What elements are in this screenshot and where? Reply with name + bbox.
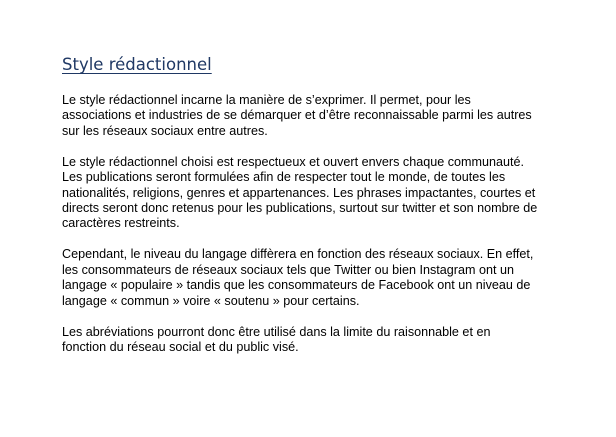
text-line: langage « commun » voire « soutenu » pour certains. [62, 293, 360, 308]
paragraph-abbreviations [62, 325, 562, 356]
text-line: Cependant, le niveau du langage diffèrera en fonction des réseaux sociaux. En effet, [62, 247, 534, 262]
body-text [62, 93, 562, 371]
text-line: langage « populaire » tandis que les consommateurs de Facebook ont un niveau de [62, 278, 531, 293]
text-line: associations et industries de se démarquer et d’être reconnaissable parmi les autres [62, 108, 532, 123]
text-line: fonction du réseau social et du public visé. [62, 340, 299, 355]
text-line: caractères restreints. [62, 216, 180, 231]
text-line: Les publications seront formulées afin de respecter tout le monde, de toutes les [62, 170, 506, 185]
text-line: nationalités, religions, genres et appartenances. Les phrases impactantes, courtes et [62, 185, 536, 200]
paragraph-language-level [62, 247, 562, 309]
text-line: directs seront donc retenus pour les publications, surtout sur twitter et son nombre de [62, 201, 538, 216]
section-heading: Style rédactionnel [62, 55, 212, 74]
text-line: les consommateurs de réseaux sociaux tels que Twitter ou bien Instagram ont un [62, 262, 514, 277]
paragraph-intro [62, 93, 562, 139]
text-line: Les abréviations pourront donc être utilisé dans la limite du raisonnable et en [62, 324, 491, 339]
text-line: Le style rédactionnel choisi est respectueux et ouvert envers chaque communauté. [62, 154, 525, 169]
text-line: sur les réseaux sociaux entre autres. [62, 123, 268, 138]
paragraph-style-choice [62, 155, 562, 232]
text-line: Le style rédactionnel incarne la manière de s’exprimer. Il permet, pour les [62, 93, 471, 107]
